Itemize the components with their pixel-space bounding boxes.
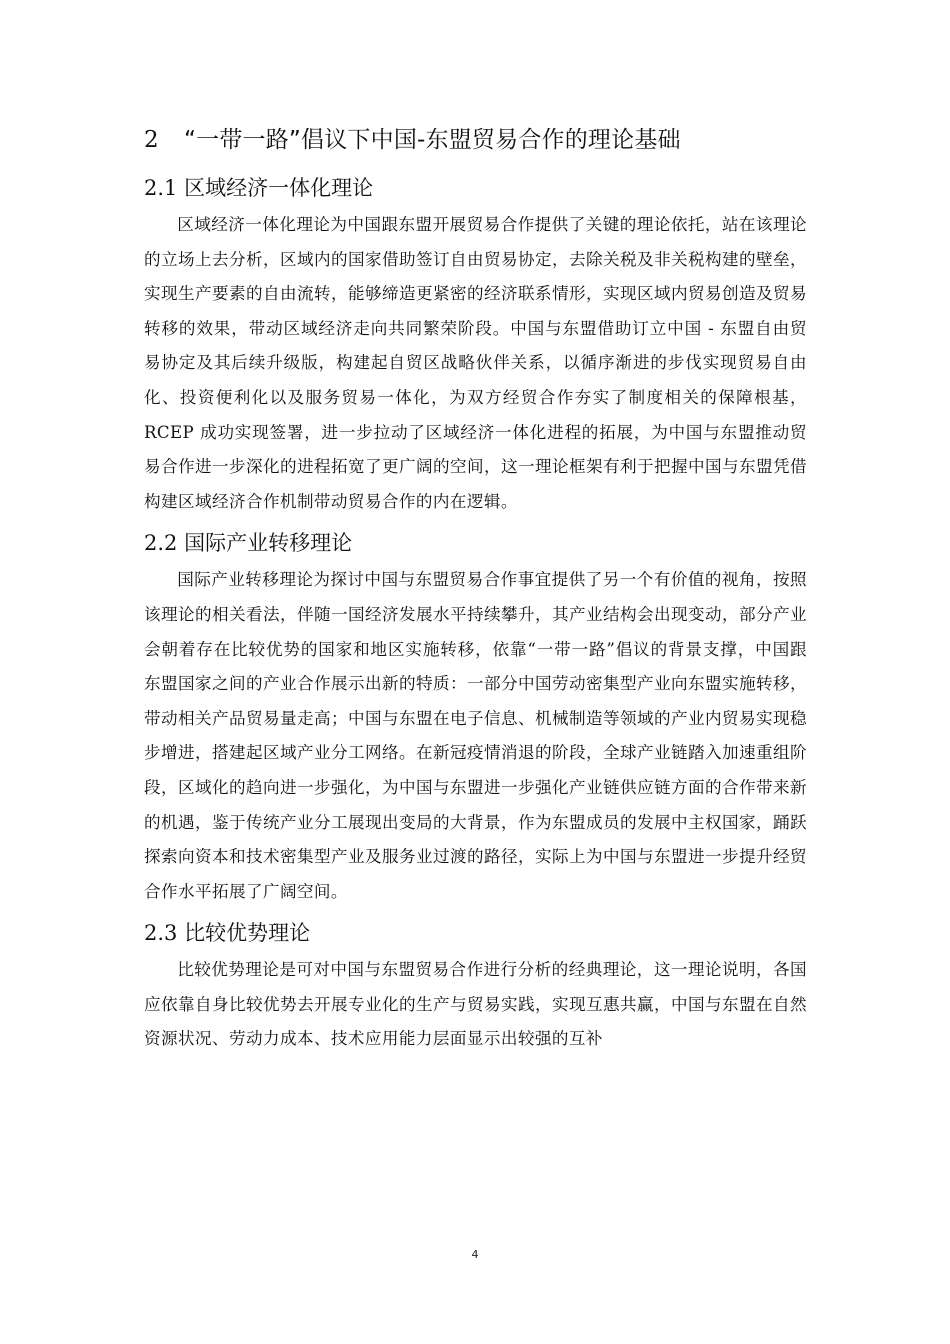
section-paragraph: 比较优势理论是可对中国与东盟贸易合作进行分析的经典理论，这一理论说明，各国应依靠自身比较优势去开展专业化的生产与贸易实践，实现互惠共赢，中国与东盟在自然资源状况、劳动力成本、技术应用能力层面显示出较强的互补 <box>144 960 807 1049</box>
page-number: 4 <box>471 1248 479 1261</box>
page-content <box>144 122 807 1061</box>
section-title: 比较优势理论 <box>184 921 311 946</box>
section-paragraph: 国际产业转移理论为探讨中国与东盟贸易合作事宜提供了另一个有价值的视角，按照该理论的相关看法，伴随一国经济发展水平持续攀升，其产业结构会出现变动，部分产业会朝着存在比较优势的国家和地区实施转移，依靠“一带一路”倡议的背景支撑，中国跟东盟国家之间的产业合作展示出新的特质：一部分中国劳动密集型产业向东盟实施转移，带动相关产品贸易量走高；中国与东盟在电子信息、机械制造等领域的产业内贸易实现稳步增进，搭建起区域产业分工网络。在新冠疫情消退的阶段，全球产业链踏入加速重组阶段，区域化的趋向进一步强化，为中国与东盟进一步强化产业链供应链方面的合作带来新的机遇，鉴于传统产业分工展现出变局的大背景，作为东盟成员的发展中主权国家，踊跃探索向资本和技术密集型产业及服务业过渡的路径，实际上为中国与东盟进一步提升经贸合作水平拓展了广阔空间。 <box>144 570 807 901</box>
section-title: 国际产业转移理论 <box>184 531 353 556</box>
section-number: 2.3 <box>144 921 178 946</box>
section-paragraph: 区域经济一体化理论为中国跟东盟开展贸易合作提供了关键的理论依托，站在该理论的立场上去分析，区域内的国家借助签订自由贸易协定，去除关税及非关税构建的壁垒，实现生产要素的自由流转，能够缔造更紧密的经济联系情形，实现区域内贸易创造及贸易转移的效果，带动区域经济走向共同繁荣阶段。中国与东盟借助订立中国 - 东盟自由贸易协定及其后续升级版，构建起自贸区战略伙伴关系，以循序渐进的步伐实现贸易自由化、投资便利化以及服务贸易一体化，为双方经贸合作夯实了制度相关的保障根基，RCEP 成功实现签署，进一步拉动了区域经济一体化进程的拓展，为中国与东盟推动贸易合作进一步深化的进程拓宽了更广阔的空间，这一理论框架有利于把握中国与东盟凭借构建区域经济合作机制带动贸易合作的内在逻辑。 <box>144 215 807 511</box>
section-number: 2.2 <box>144 531 178 556</box>
section-title: 区域经济一体化理论 <box>184 176 374 200</box>
section-heading-2-3 <box>144 913 807 953</box>
section-heading-2-2 <box>144 523 807 563</box>
chapter-title: “一带一路”倡议下中国-东盟贸易合作的理论基础 <box>184 127 681 153</box>
chapter-heading <box>144 122 807 160</box>
section-heading-2-1 <box>144 168 807 208</box>
section-number: 2.1 <box>144 176 178 200</box>
chapter-number: 2 <box>144 127 159 153</box>
